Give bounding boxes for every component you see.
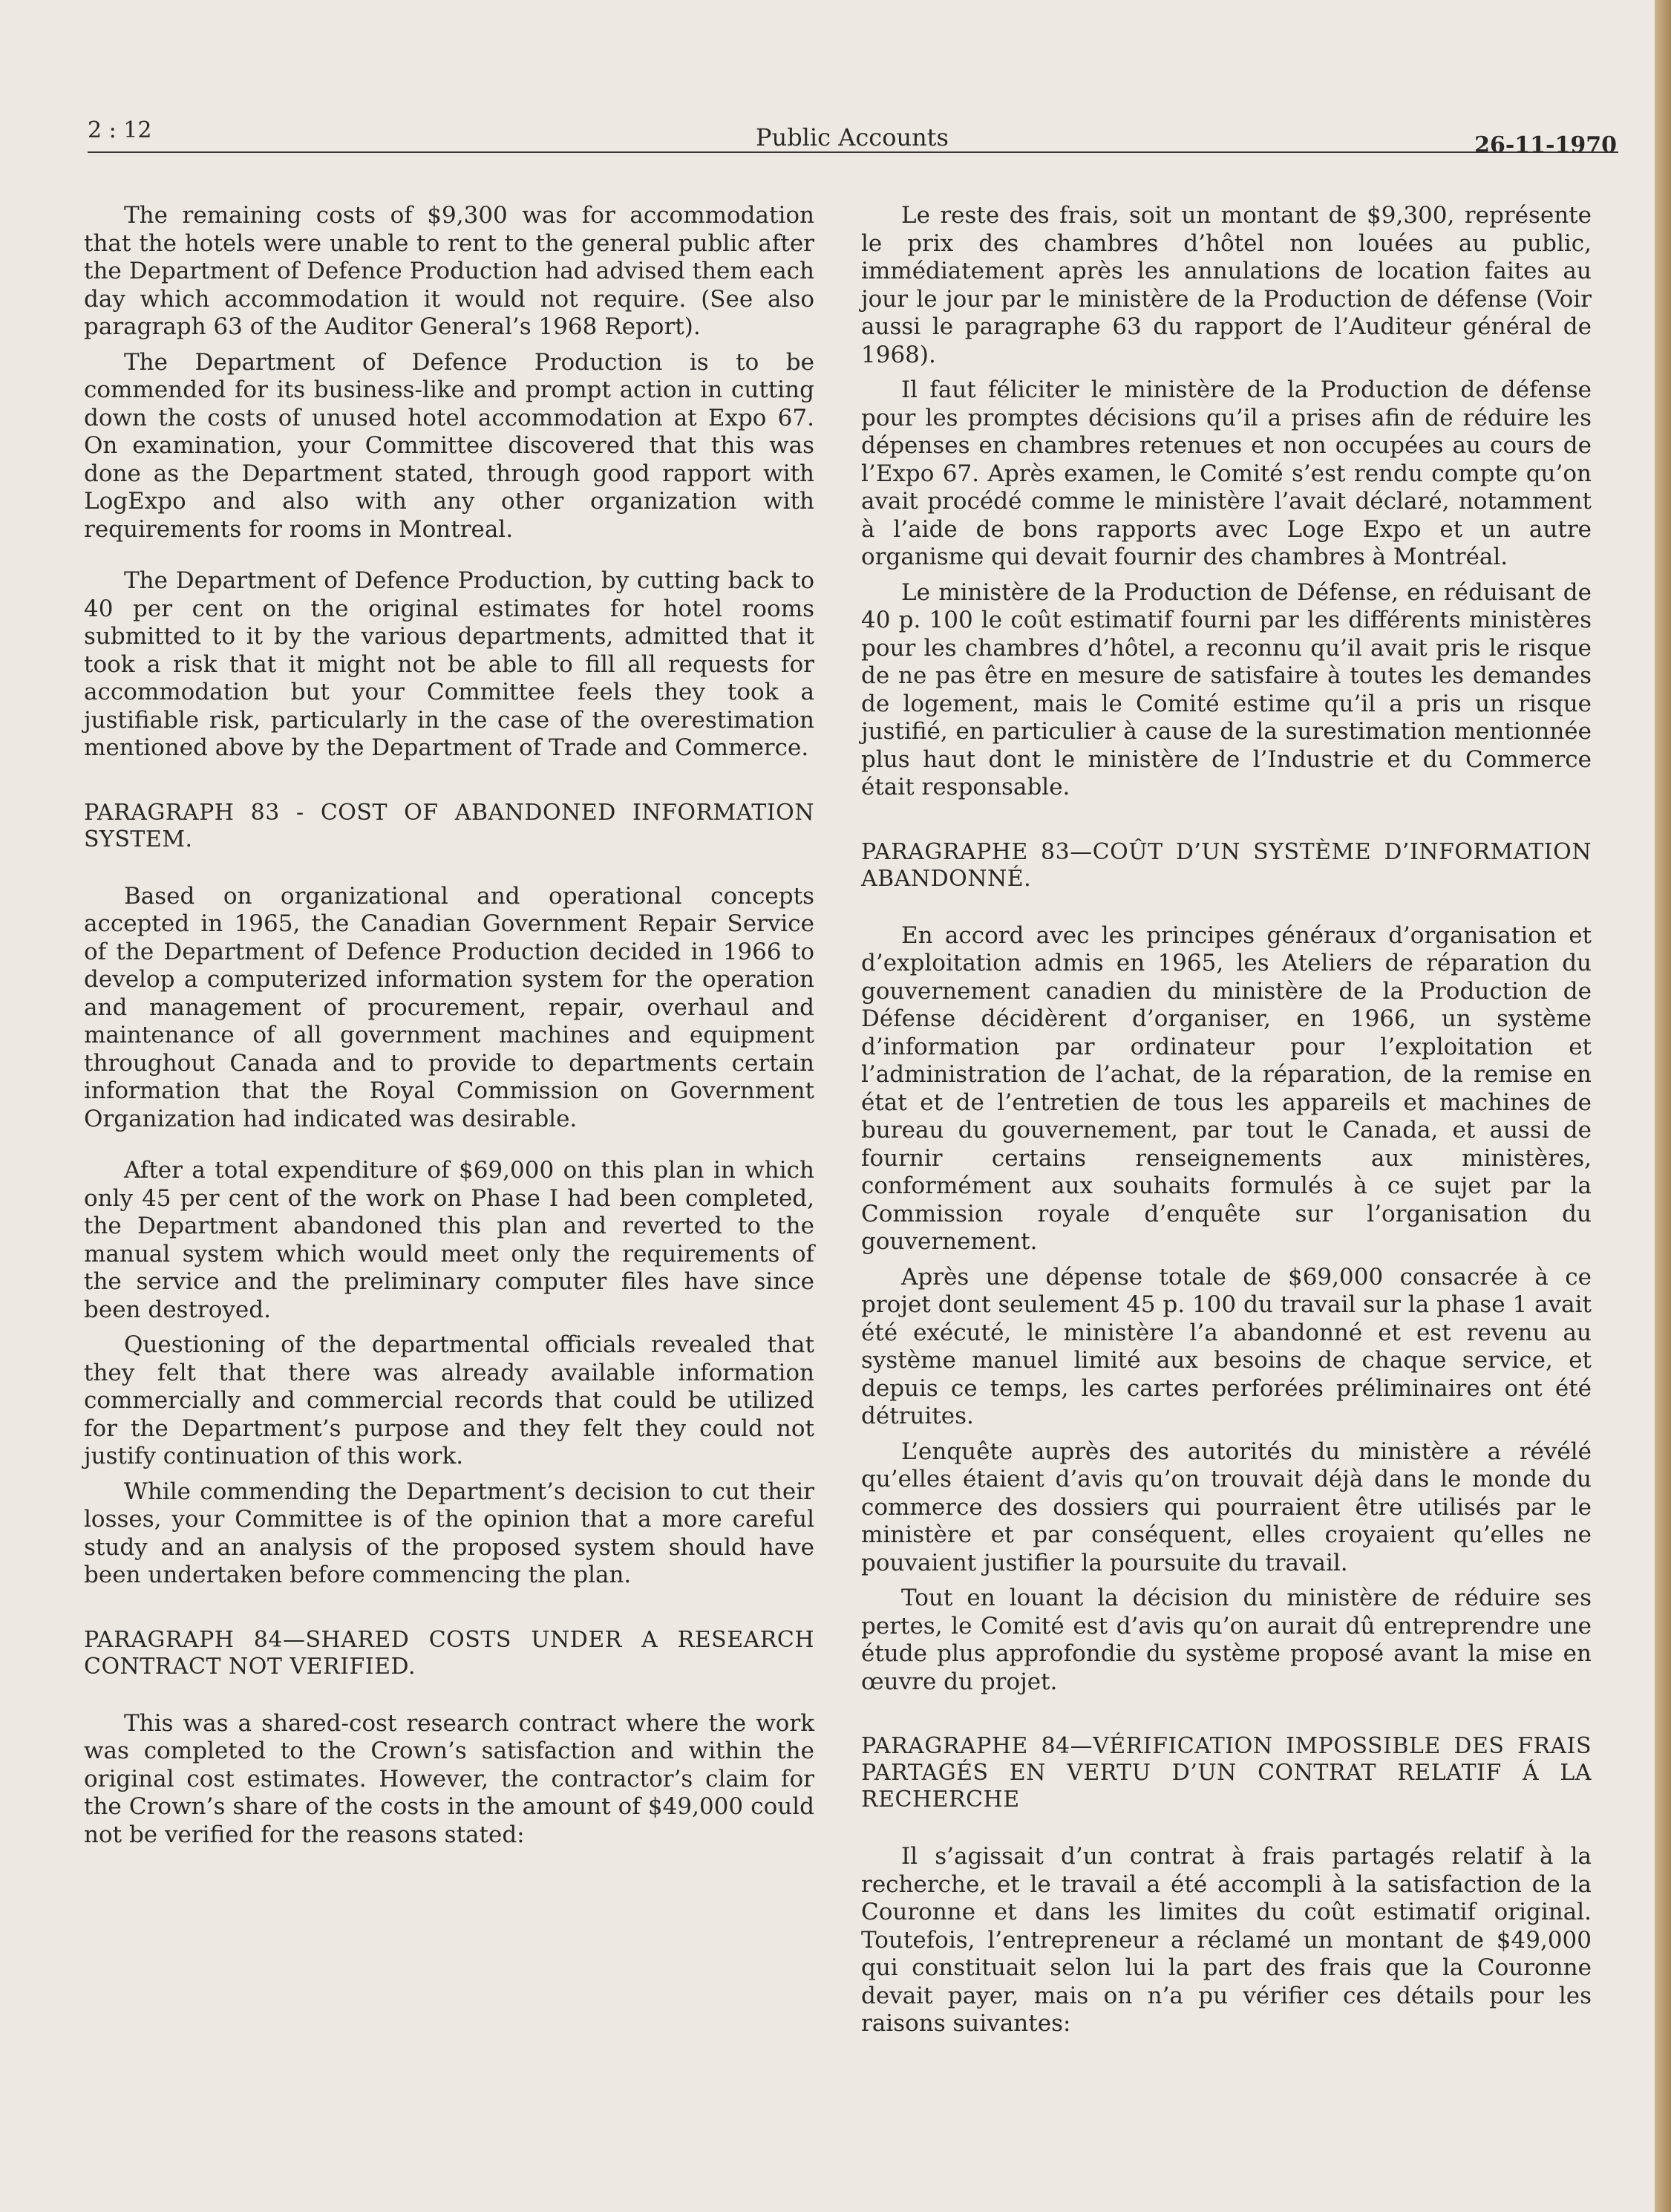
paragraph: Le ministère de la Production de Défense, en réduisant de 40 p. 100 le coût estimatif fourni par les différents ministères pour les chambres d’hôtel, a reconnu qu’il avait pris le risque de ne pas être en mesure de satisfaire à toutes les demandes de logement, mais le Comité estime qu’il a pris un risque justifié, en particulier à cause de la surestimation mentionnée plus haut dont le ministère de l’Industrie et du Commerce était responsable. [861, 578, 1592, 800]
paragraph: Le reste des frais, soit un montant de $9,300, représente le prix des chambres d’hôtel non louées au public, immédiatement après les annulations de location faites au jour le jour par le ministère de la Production de défense (Voir aussi le paragraphe 63 du rapport de l’Auditeur général de 1968). [861, 202, 1592, 368]
english-column [84, 202, 814, 1856]
paragraph: Il s’agissait d’un contrat à frais partagés relatif à la recherche, et le travail a été accompli à la satisfaction de la Couronne et dans les limites du coût estimatif original. Toutefois, l’entrepreneur a réclamé un montant de $49,000 qui constituait selon lui la part des frais que la Couronne devait payer, mais on n’a pu vérifier ces détails pour les raisons suivantes: [861, 1843, 1592, 2037]
section-heading-84: PARAGRAPH 84—SHARED COSTS UNDER A RESEARCH CONTRACT NOT VERIFIED. [84, 1626, 814, 1680]
section-heading-83: PARAGRAPHE 83—COÛT D’UN SYSTÈME D’INFORMATION ABANDONNÉ. [861, 838, 1592, 892]
page-title: Public Accounts [756, 123, 949, 151]
paragraph: Il faut féliciter le ministère de la Production de défense pour les promptes décisions qu’il a prises afin de réduire les dépenses en chambres retenues et non occupées au cours de l’Expo 67. Après examen, le Comité s’est rendu compte qu’on avait procédé comme le ministère l’avait déclaré, notamment à l’aide de bons rapports avec Loge Expo et un autre organisme qui devait fournir des chambres à Montréal. [861, 376, 1592, 570]
paragraph: The Department of Defence Production, by cutting back to 40 per cent on the original estimates for hotel rooms submitted to it by the various departments, admitted that it took a risk that it might not be able to fill all requests for accommodation but your Committee feels they took a justifiable risk, particularly in the case of the overestimation mentioned above by the Department of Trade and Commerce. [84, 567, 814, 761]
paragraph: Questioning of the departmental officials revealed that they felt that there was already available information commercially and commercial records that could be utilized for the Department’s purpose and they felt they could not justify continuation of this work. [84, 1331, 814, 1469]
paragraph: L’enquête auprès des autorités du ministère a révélé qu’elles étaient d’avis qu’on trouvait déjà dans le monde du commerce des dossiers qui pourraient être utilisés par le ministère et par conséquent, elles croyaient qu’elles ne pouvaient justifier la poursuite du travail. [861, 1438, 1592, 1576]
page-edge [1655, 0, 1671, 2212]
page-date: 26-11-1970 [1474, 132, 1617, 158]
paragraph: The Department of Defence Production is to be commended for its business-like and prompt action in cutting down the costs of unused hotel accommodation at Expo 67. On examination, your Committee discovered that this was done as the Department stated, through good rapport with LogExpo and also with any other organization with requirements for rooms in Montreal. [84, 348, 814, 543]
section-heading-83: PARAGRAPH 83 - COST OF ABANDONED INFORMATION SYSTEM. [84, 799, 814, 852]
page-header [88, 111, 1617, 158]
paragraph: Tout en louant la décision du ministère de réduire ses pertes, le Comité est d’avis qu’on aurait dû entreprendre une étude plus approfondie du système proposé avant la mise en œuvre du projet. [861, 1585, 1592, 1695]
paragraph: After a total expenditure of $69,000 on this plan in which only 45 per cent of the work on Phase I had been completed, the Department abandoned this plan and reverted to the manual system which would meet only the requirements of the service and the preliminary computer files have since been destroyed. [84, 1157, 814, 1323]
paragraph: En accord avec les principes généraux d’organisation et d’exploitation admis en 1965, les Ateliers de réparation du gouvernement canadien du ministère de la Production de Défense décidèrent d’organiser, en 1966, un système d’information par ordinateur pour l’exploitation et l’administration de l’achat, de la réparation, de la remise en état et de l’entretien de tous les appareils et machines de bureau du gouvernement, par tout le Canada, et aussi de fournir certains renseignements aux ministères, conformément aux souhaits formulés à ce sujet par la Commission royale d’enquête sur l’organisation du gouvernement. [861, 921, 1592, 1255]
page-number: 2 : 12 [88, 117, 152, 143]
paragraph: The remaining costs of $9,300 was for accommodation that the hotels were unable to rent to the general public after the Department of Defence Production had advised them each day which accommodation it would not require. (See also paragraph 63 of the Auditor General’s 1968 Report). [84, 202, 814, 340]
paragraph: While commending the Department’s decision to cut their losses, your Committee is of the opinion that a more careful study and an analysis of the proposed system should have been undertaken before commencing the plan. [84, 1478, 814, 1588]
section-heading-84: PARAGRAPHE 84—VÉRIFICATION IMPOSSIBLE DES FRAIS PARTAGÉS EN VERTU D’UN CONTRAT RELATIF Á LA RECHERCHE [861, 1733, 1592, 1813]
paragraph: Après une dépense totale de $69,000 consacrée à ce projet dont seulement 45 p. 100 du travail sur la phase 1 avait été exécuté, le ministère l’a abandonné et est revenu au système manuel limité aux besoins de chaque service, et depuis ce temps, les cartes perforées préliminaires ont été détruites. [861, 1263, 1592, 1429]
header-rule [88, 151, 1618, 153]
french-column [861, 202, 1592, 2046]
paragraph: Based on organizational and operational concepts accepted in 1965, the Canadian Government Repair Service of the Department of Defence Production decided in 1966 to develop a computerized information system for the operation and management of procurement, repair, overhaul and maintenance of all government machines and equipment throughout Canada and to provide to departments certain information that the Royal Commission on Government Organization had indicated was desirable. [84, 882, 814, 1132]
paragraph: This was a shared-cost research contract where the work was completed to the Crown’s satisfaction and within the original cost estimates. However, the contractor’s claim for the Crown’s share of the costs in the amount of $49,000 could not be verified for the reasons stated: [84, 1709, 814, 1848]
